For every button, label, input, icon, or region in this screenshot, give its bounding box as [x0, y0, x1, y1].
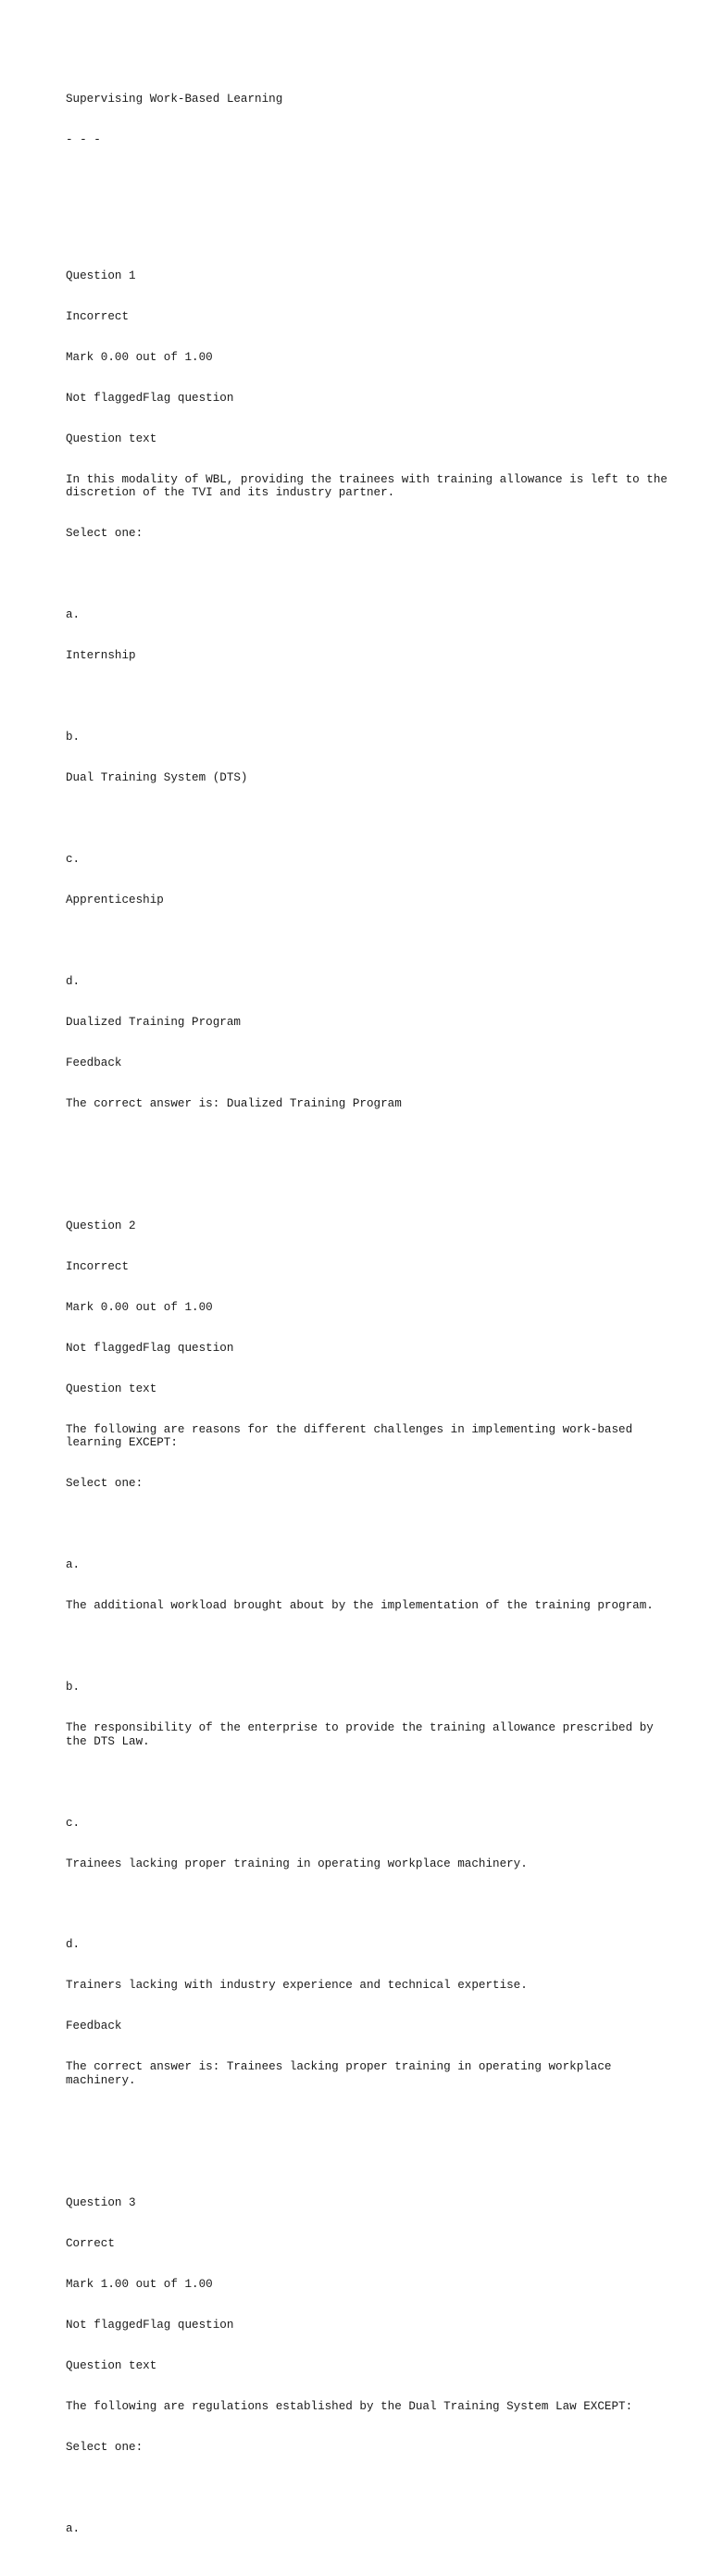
question-text-heading: Question text [66, 431, 157, 445]
option-letter[interactable]: b. [66, 1680, 81, 1694]
spacer [66, 1640, 667, 1654]
option-text[interactable]: The responsibility of the enterprise to provide the training allowance prescribed by the DTS Law. [66, 1720, 661, 1748]
question-number: Question 1 [66, 269, 136, 282]
document-title: Supervising Work-Based Learning [66, 93, 283, 106]
option-text[interactable]: Trainees lacking proper training in operating workplace machinery. [66, 1857, 528, 1870]
option-text[interactable]: Dualized Training Program [66, 1015, 241, 1029]
question-text-heading: Question text [66, 2358, 157, 2372]
spacer [66, 1776, 667, 1790]
select-prompt: Select one: [66, 1477, 143, 1491]
question-mark: Mark 0.00 out of 1.00 [66, 1300, 213, 1314]
spacer [66, 1518, 667, 1532]
option-letter[interactable]: a. [66, 1558, 81, 1572]
question-number: Question 2 [66, 1219, 136, 1232]
spacer [66, 1897, 667, 1911]
question-status: Incorrect [66, 1259, 130, 1273]
spacer [66, 568, 667, 581]
option-text[interactable]: Trainers lacking with industry experience and technical expertise. [66, 1979, 528, 1993]
select-prompt: Select one: [66, 2440, 143, 2454]
option-letter[interactable]: a. [66, 2521, 81, 2535]
question-block [66, 1192, 667, 2115]
flag-question-link[interactable]: Not flaggedFlag question [66, 1341, 234, 1355]
feedback-text: The correct answer is: Trainees lacking proper training in operating workplace machinery. [66, 2060, 619, 2087]
feedback-heading: Feedback [66, 1056, 122, 1069]
question-mark: Mark 0.00 out of 1.00 [66, 350, 213, 364]
option-letter[interactable]: c. [66, 1816, 81, 1830]
question-status: Incorrect [66, 309, 130, 323]
question-number: Question 3 [66, 2195, 136, 2209]
flag-question-link[interactable]: Not flaggedFlag question [66, 2318, 234, 2332]
question-text: The following are reasons for the different challenges in implementing work-based learning EXCEPT: [66, 1422, 640, 1450]
option-text[interactable]: Dual Training System (DTS) [66, 771, 248, 785]
spacer [66, 174, 667, 188]
spacer [66, 2482, 667, 2495]
option-letter[interactable]: b. [66, 731, 81, 744]
option-text[interactable]: The additional workload brought about by the implementation of the training program. [66, 1599, 654, 1613]
feedback-heading: Feedback [66, 2020, 122, 2033]
question-text: In this modality of WBL, providing the trainees with training allowance is left to the discretion of the TVI and its industry partner. [66, 472, 675, 500]
question-text: The following are regulations established by the Dual Training System Law EXCEPT: [66, 2399, 633, 2413]
select-prompt: Select one: [66, 527, 143, 541]
feedback-text: The correct answer is: Dualized Training Program [66, 1096, 402, 1110]
question-block [66, 243, 675, 1138]
question-status: Correct [66, 2236, 115, 2250]
spacer [66, 812, 667, 826]
flag-question-link[interactable]: Not flaggedFlag question [66, 391, 234, 405]
option-letter[interactable]: d. [66, 974, 81, 988]
option-text[interactable]: Apprenticeship [66, 893, 164, 907]
option-text[interactable]: Internship [66, 649, 136, 663]
question-block [66, 2170, 667, 2563]
option-letter[interactable]: d. [66, 1938, 81, 1952]
option-letter[interactable]: c. [66, 853, 81, 866]
spacer [66, 934, 667, 948]
spacer [66, 690, 667, 704]
title-separator: - - - [66, 133, 101, 147]
option-letter[interactable]: a. [66, 608, 81, 622]
document-page [66, 66, 675, 2576]
question-mark: Mark 1.00 out of 1.00 [66, 2277, 213, 2291]
question-text-heading: Question text [66, 1382, 157, 1395]
